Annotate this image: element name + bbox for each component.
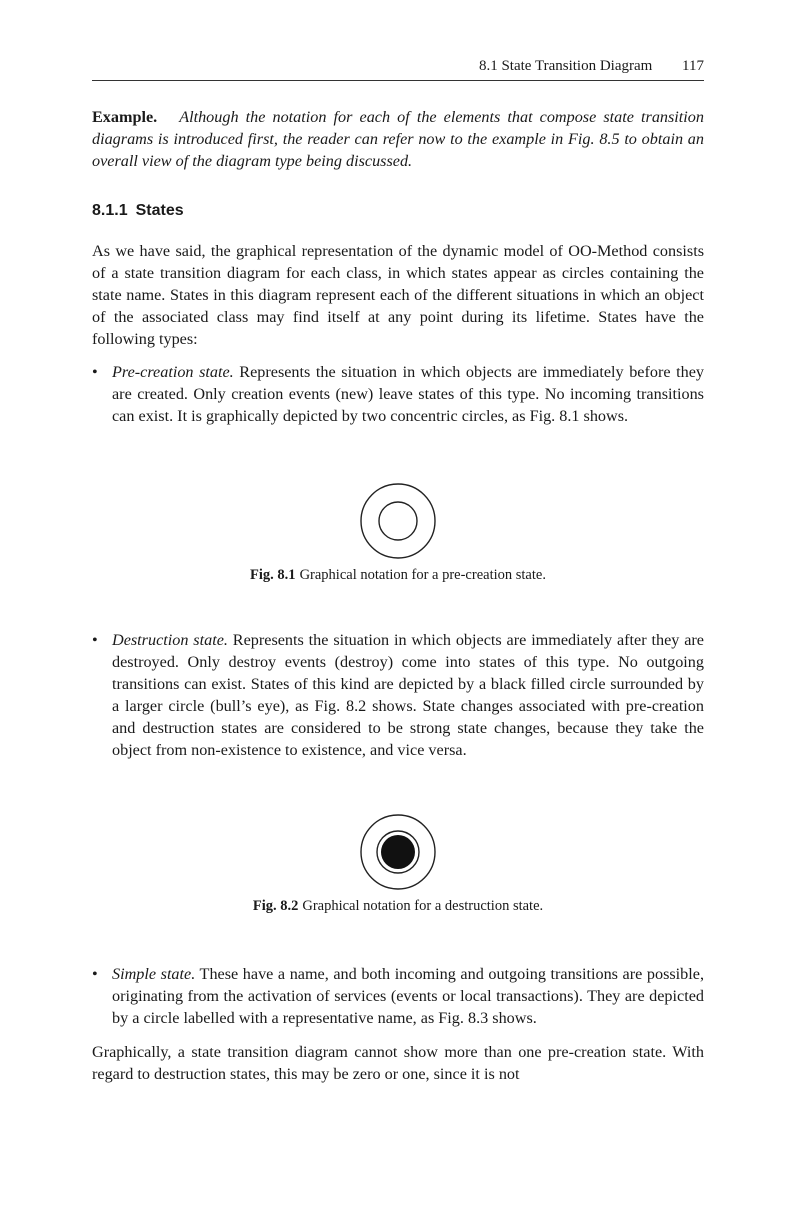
figure-8-1 <box>92 481 704 584</box>
bullet-icon: • <box>92 363 98 381</box>
example-label: Example. <box>92 108 158 126</box>
bullet-simple <box>92 963 704 1029</box>
bullet-term: Pre-creation state. <box>112 363 234 381</box>
figure-caption-text: Graphical notation for a destruction state. <box>302 898 544 914</box>
bullet-text <box>112 361 704 427</box>
figure-caption <box>92 898 704 915</box>
intro-paragraph: As we have said, the graphical representation of the dynamic model of OO-Method consists of a state transition diagram for each class, in which states appear as circles containing the state name. States in this diagram represent each of the different situations in which an object of the associated class may find itself at any point during its lifetime. States have the following types: <box>92 242 704 348</box>
bullet-icon: • <box>92 965 98 983</box>
bullet-icon: • <box>92 631 98 649</box>
example-paragraph <box>92 106 704 172</box>
pre-creation-state-icon <box>358 481 438 561</box>
bullet-pre-creation <box>92 361 704 427</box>
figure-caption-text: Graphical notation for a pre-creation state. <box>299 567 546 583</box>
bullet-text <box>112 963 704 1029</box>
section-heading <box>92 202 184 220</box>
running-head-title: 8.1 State Transition Diagram <box>478 58 653 74</box>
section-title: States <box>135 202 184 219</box>
bullet-destruction <box>92 629 704 761</box>
figure-label: Fig. 8.1 <box>250 567 296 583</box>
bullet-term: Simple state. <box>112 965 196 983</box>
destruction-state-icon <box>358 812 438 892</box>
figure-8-2 <box>92 812 704 915</box>
bullet-text <box>112 629 704 761</box>
bullet-term: Destruction state. <box>112 631 228 649</box>
closing-paragraph: Graphically, a state transition diagram cannot show more than one pre-creation state. With regard to destruction states, this may be zero or one, since it is not <box>92 1043 704 1083</box>
bullet-body: Represents the situation in which objects are immediately after they are destroyed. Only destroy events (destroy) come into states of this type. No outgoing transitions can exist. States of this kind are depicted by a black filled circle surrounded by a larger circle (bull’s eye), as Fig. 8.2 shows. State changes associated with pre-creation and destruction states are considered to be strong state changes, because they take the object from non-existence to existence, and vice versa. <box>112 631 704 759</box>
running-head <box>92 58 704 81</box>
figure-label: Fig. 8.2 <box>252 898 299 914</box>
example-text: Although the notation for each of the elements that compose state transition diagrams is introduced first, the reader can refer now to the example in Fig. 8.5 to obtain an overall view of the diagram type being discussed. <box>92 108 704 170</box>
bullet-body: These have a name, and both incoming and outgoing transitions are possible, originating from the activation of services (events or local transactions). They are depicted by a circle labelled with a representative name, as Fig. 8.3 shows. <box>112 965 704 1027</box>
bullet-body: Represents the situation in which objects are immediately before they are created. Only creation events (new) leave states of this type. No incoming transitions can exist. It is graphically depicted by two concentric circles, as Fig. 8.1 shows. <box>112 363 704 425</box>
figure-caption <box>92 567 704 584</box>
page-number: 117 <box>682 58 704 74</box>
section-number: 8.1.1 <box>92 202 128 219</box>
